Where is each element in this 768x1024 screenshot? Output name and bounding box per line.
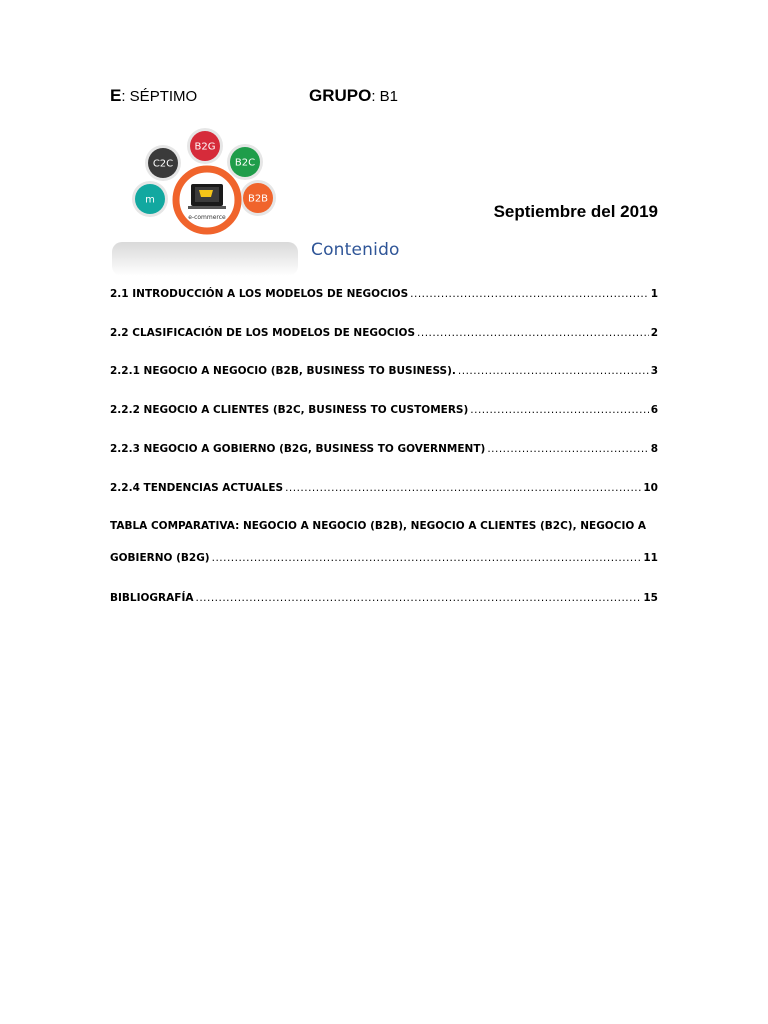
bubble-label: B2G — [194, 141, 216, 153]
bubble-label: B2C — [234, 157, 256, 169]
semester-field — [110, 86, 197, 106]
toc-entry-text-line2: GOBIERNO (B2G) — [110, 552, 210, 564]
toc-entry-b2g[interactable] — [110, 443, 658, 455]
toc-entry-clasificacion[interactable] — [110, 327, 658, 339]
group-key: GRUPO — [309, 86, 372, 105]
toc-entry-bibliografia[interactable] — [110, 592, 658, 604]
toc-entry-introduccion[interactable] — [110, 288, 658, 300]
bubble-b2b-icon — [240, 180, 276, 216]
toc-entry-text: 2.2 CLASIFICACIÓN DE LOS MODELOS DE NEGOCIOS — [110, 327, 416, 339]
toc-page-number: 3 — [650, 365, 658, 377]
toc-page-number: 11 — [643, 552, 658, 564]
toc-entry-tendencias[interactable] — [110, 482, 658, 494]
toc-entry-text: 2.2.1 NEGOCIO A NEGOCIO (B2B, BUSINESS TO BUSINESS). — [110, 365, 456, 377]
bubble-label: B2B — [247, 193, 269, 205]
toc-leader-dots — [195, 592, 641, 604]
toc-leader-dots — [417, 327, 649, 339]
toc-page-number: 15 — [643, 592, 658, 604]
toc-entry-text: 2.2.4 TENDENCIAS ACTUALES — [110, 482, 284, 494]
toc-entry-text-line1: TABLA COMPARATIVA: NEGOCIO A NEGOCIO (B2B), NEGOCIO A CLIENTES (B2C), NEGOCIO A — [110, 520, 647, 532]
document-date: Septiembre del 2019 — [493, 202, 658, 221]
document-header — [110, 86, 670, 108]
bubble-b2g-icon — [187, 128, 223, 164]
toc-leader-dots — [470, 404, 648, 416]
center-label: e-commerce — [188, 214, 226, 221]
toc-entry-b2c[interactable] — [110, 404, 658, 416]
toc-entry-text: 2.1 INTRODUCCIÓN A LOS MODELOS DE NEGOCIOS — [110, 288, 409, 300]
bubble-m-icon — [132, 181, 168, 217]
bubble-label: m — [145, 194, 155, 206]
toc-leader-dots — [285, 482, 641, 494]
bubble-label: C2C — [152, 158, 174, 170]
toc-entry-text: 2.2.2 NEGOCIO A CLIENTES (B2C, BUSINESS TO CUSTOMERS) — [110, 404, 469, 416]
toc-entry-text: 2.2.3 NEGOCIO A GOBIERNO (B2G, BUSINESS TO GOVERNMENT) — [110, 443, 486, 455]
toc-page-number: 1 — [650, 288, 658, 300]
toc-leader-dots — [410, 288, 649, 300]
semester-key: E — [110, 86, 122, 105]
group-value: : B1 — [371, 88, 399, 105]
bubble-c2c-icon — [145, 145, 181, 181]
group-field — [309, 86, 398, 106]
ecommerce-logo — [110, 126, 300, 276]
toc-entry-b2b[interactable] — [110, 365, 658, 377]
toc-entry-tabla-comparativa[interactable] — [110, 520, 658, 564]
toc-entry-text: BIBLIOGRAFÍA — [110, 592, 194, 604]
toc-page-number: 8 — [650, 443, 658, 455]
toc-leader-dots — [487, 443, 648, 455]
semester-value: : SÉPTIMO — [121, 88, 198, 105]
toc-page-number: 2 — [650, 327, 658, 339]
logo-reflection — [112, 242, 298, 276]
toc-leader-dots — [212, 552, 642, 564]
toc-page-number: 6 — [650, 404, 658, 416]
bubble-b2c-icon — [227, 144, 263, 180]
toc-page-number: 10 — [643, 482, 658, 494]
toc-leader-dots — [458, 365, 649, 377]
toc-title: Contenido — [311, 240, 400, 260]
